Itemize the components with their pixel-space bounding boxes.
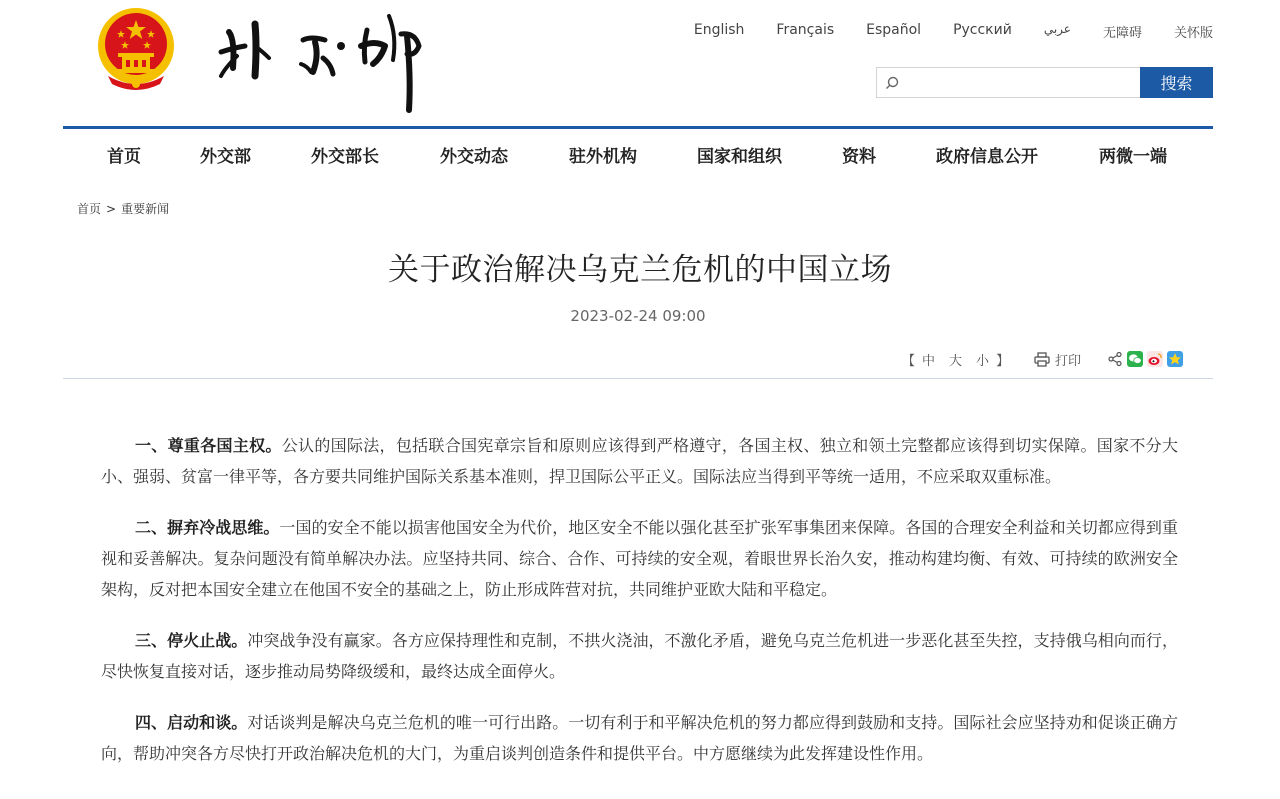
paragraph-text: 一国的安全不能以损害他国安全为代价，地区安全不能以强化甚至扩张军事集团来保障。各国的合理安全利益和关切都应得到重视和妥善解决。复杂问题没有简单解决办法。应坚持共同、综合、合作、可持续的安全观，着眼世界长治久安，推动构建均衡、有效、可持续的欧洲安全架构，反对把本国安全建立在他国不安全的基础之上，防止形成阵营对抗，共同维护亚欧大陆和平稳定。 — [101, 518, 1178, 599]
search-button[interactable]: 搜索 — [1140, 67, 1213, 98]
nav-item-missions-abroad[interactable]: 驻外机构 — [569, 147, 637, 167]
article-paragraph — [101, 707, 1178, 769]
paragraph-heading: 三、停火止战。 — [135, 631, 248, 650]
nav-item-home[interactable]: 首页 — [107, 147, 141, 167]
accessibility-link[interactable]: 无障碍 — [1102, 26, 1142, 41]
paragraph-text: 冲突战争没有赢家。各方应保持理性和克制，不拱火浇油，不激化矛盾，避免乌克兰危机进一步恶化甚至失控，支持俄乌相向而行，尽快恢复直接对话，逐步推动局势降级缓和，最终达成全面停火。 — [101, 631, 1178, 681]
qzone-icon[interactable] — [1167, 351, 1183, 367]
breadcrumb-current-link[interactable]: 重要新闻 — [121, 202, 170, 216]
font-size-bracket-open: 【 — [902, 354, 916, 369]
article-date: 2023-02-24 09:00 — [570, 307, 706, 325]
site-header — [0, 0, 1280, 126]
nav-item-resources[interactable]: 资料 — [842, 147, 876, 167]
share-icon[interactable] — [1107, 351, 1123, 367]
nav-item-gov-info-disclosure[interactable]: 政府信息公开 — [936, 147, 1038, 167]
paragraph-heading: 二、摒弃冷战思维。 — [135, 518, 280, 537]
article-body — [101, 430, 1178, 789]
search-bar — [876, 67, 1213, 98]
search-field-wrapper — [876, 67, 1140, 98]
font-size-bracket-close: 】 — [996, 354, 1010, 369]
paragraph-text: 对话谈判是解决乌克兰危机的唯一可行出路。一切有利于和平解决危机的努力都应得到鼓励和支持。国际社会应坚持劝和促谈正确方向，帮助冲突各方尽快打开政治解决危机的大门，为重启谈判创造条件和提供平台。中方愿继续为此发挥建设性作用。 — [101, 713, 1178, 763]
lang-russian-link[interactable]: Русский — [953, 22, 1012, 38]
lang-spanish-link[interactable]: Español — [866, 22, 922, 38]
ministry-calligraphy-logo[interactable] — [215, 6, 440, 114]
search-icon — [885, 76, 899, 90]
nav-item-minister[interactable]: 外交部长 — [311, 147, 379, 167]
share-bar — [1107, 351, 1183, 367]
lang-french-link[interactable]: Français — [776, 22, 835, 38]
breadcrumb — [77, 200, 169, 217]
print-label: 打印 — [1055, 354, 1082, 369]
lang-english-link[interactable]: English — [693, 22, 745, 38]
national-emblem-icon[interactable] — [94, 6, 178, 92]
font-size-small-option[interactable]: 小 — [976, 354, 990, 369]
main-nav — [63, 129, 1213, 175]
article-paragraph — [101, 512, 1178, 605]
article-paragraph — [101, 430, 1178, 492]
nav-item-countries-organizations[interactable]: 国家和组织 — [697, 147, 782, 167]
nav-item-ministry[interactable]: 外交部 — [200, 147, 251, 167]
font-size-large-option[interactable]: 中 — [922, 354, 936, 369]
lang-arabic-link[interactable]: عربي — [1043, 22, 1071, 36]
elderly-care-link[interactable]: 关怀版 — [1173, 26, 1213, 41]
font-size-selector — [902, 350, 1009, 369]
search-input[interactable] — [905, 70, 1135, 96]
content-divider — [63, 378, 1213, 379]
printer-icon — [1034, 352, 1050, 367]
article-title: 关于政治解决乌克兰危机的中国立场 — [388, 252, 892, 288]
language-bar — [662, 22, 1213, 41]
breadcrumb-home-link[interactable]: 首页 — [77, 202, 102, 216]
paragraph-text: 公认的国际法，包括联合国宪章宗旨和原则应该得到严格遵守，各国主权、独立和领土完整都应该得到切实保障。国家不分大小、强弱、贫富一律平等，各方要共同维护国际关系基本准则，捍卫国际公平正义。国际法应当得到平等统一适用，不应采取双重标准。 — [101, 436, 1178, 486]
wechat-icon[interactable] — [1127, 351, 1143, 367]
font-size-medium-option[interactable]: 大 — [949, 354, 963, 369]
nav-item-diplomatic-news[interactable]: 外交动态 — [440, 147, 508, 167]
article-toolbar — [0, 350, 1280, 370]
paragraph-heading: 四、启动和谈。 — [135, 713, 248, 732]
article-paragraph — [101, 625, 1178, 687]
breadcrumb-separator: > — [106, 202, 117, 216]
paragraph-heading: 一、尊重各国主权。 — [135, 436, 282, 455]
weibo-icon[interactable] — [1147, 351, 1163, 367]
print-button[interactable] — [1034, 350, 1081, 369]
nav-item-social-media[interactable]: 两微一端 — [1099, 147, 1167, 167]
